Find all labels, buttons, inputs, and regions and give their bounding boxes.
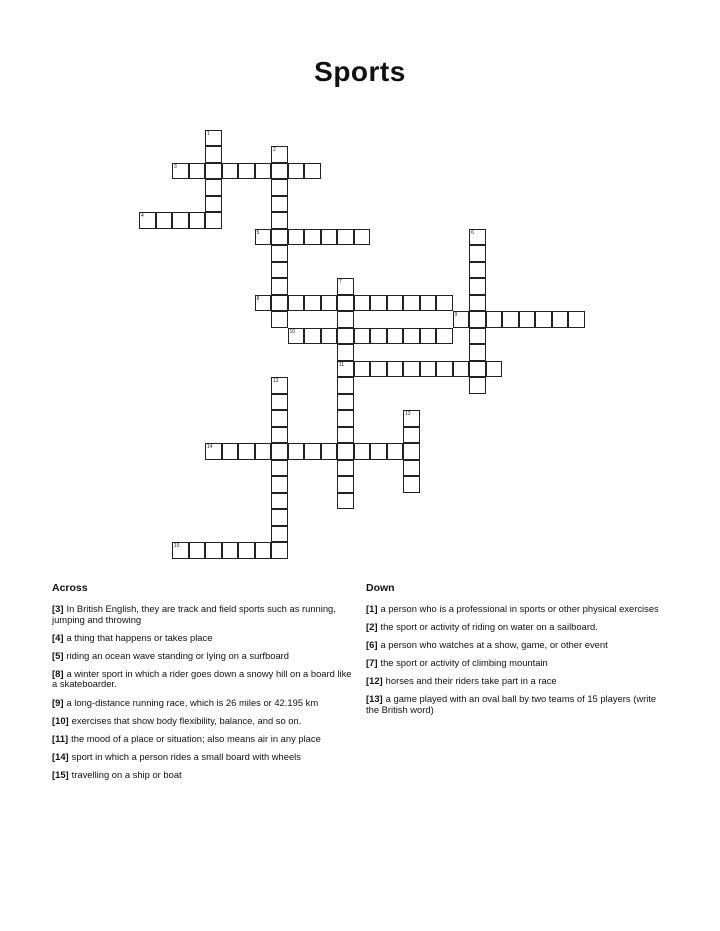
grid-cell[interactable] [469, 262, 486, 279]
puzzle-title: Sports [314, 56, 406, 87]
grid-cell[interactable] [255, 295, 272, 312]
across-clue [52, 651, 362, 662]
grid-cell[interactable] [354, 295, 371, 312]
grid-cell[interactable] [288, 163, 305, 180]
grid-cell[interactable] [420, 328, 437, 345]
grid-cell[interactable] [189, 542, 206, 559]
grid-cell[interactable] [436, 361, 453, 378]
grid-cell[interactable] [420, 361, 437, 378]
clue-text: exercises that show body flexibility, balance, and so on. [71, 714, 302, 726]
cell-number: 9 [454, 312, 458, 318]
across-clues [52, 582, 362, 788]
grid-cell[interactable] [403, 328, 420, 345]
grid-cell[interactable] [271, 311, 288, 328]
grid-cell[interactable] [387, 328, 404, 345]
grid-cell[interactable] [337, 377, 354, 394]
grid-cell[interactable] [271, 460, 288, 477]
grid-cell[interactable] [271, 229, 288, 246]
grid-cell[interactable] [271, 179, 288, 196]
grid-cell[interactable] [271, 476, 288, 493]
grid-cell[interactable] [222, 443, 239, 460]
grid-cell[interactable] [271, 278, 288, 295]
grid-cell[interactable] [238, 443, 255, 460]
grid-cell[interactable] [271, 526, 288, 543]
across-clue [52, 716, 362, 727]
grid-cell[interactable] [205, 179, 222, 196]
across-clue [52, 770, 362, 781]
grid-cell[interactable] [271, 212, 288, 229]
grid-cell[interactable] [172, 212, 189, 229]
grid-cell[interactable] [271, 542, 288, 559]
grid-cell[interactable] [271, 163, 288, 180]
cell-number: 8 [256, 295, 260, 302]
down-clue [366, 694, 676, 715]
grid-cell[interactable] [222, 542, 239, 559]
grid-cell[interactable] [486, 311, 503, 328]
grid-cell[interactable] [205, 542, 222, 559]
clue-number: [3] [52, 603, 64, 614]
clue-text: riding an ocean wave standing or lying on a surfboard [66, 649, 290, 661]
down-clue [366, 604, 676, 615]
across-clue-list [52, 604, 362, 781]
grid-cell[interactable] [370, 443, 387, 460]
down-clue [366, 658, 676, 669]
grid-cell[interactable] [304, 229, 321, 246]
grid-cell[interactable] [337, 427, 354, 444]
across-clue [52, 752, 362, 763]
down-heading: Down [366, 582, 395, 594]
grid-cell[interactable] [288, 229, 305, 246]
cell-number: 1 [207, 130, 210, 137]
grid-cell[interactable] [469, 377, 486, 394]
across-heading: Across [52, 582, 88, 594]
grid-cell[interactable] [304, 443, 321, 460]
grid-cell[interactable] [255, 229, 272, 246]
grid-cell[interactable] [255, 163, 272, 180]
clue-text: a person who watches at a show, game, or other event [380, 639, 608, 651]
across-clue [52, 604, 362, 625]
grid-cell[interactable] [337, 493, 354, 510]
grid-cell[interactable] [337, 361, 354, 378]
grid-cell[interactable] [255, 443, 272, 460]
grid-cell[interactable] [370, 328, 387, 345]
grid-cell[interactable] [337, 476, 354, 493]
clue-text: a winter sport in which a rider goes down a snowy hill on a board like a skateboarder. [52, 667, 352, 690]
grid-cell[interactable] [370, 295, 387, 312]
clue-text: sport in which a person rides a small board with wheels [71, 750, 301, 762]
clue-text: a game played with an oval ball by two teams of 15 players (write the British word) [366, 693, 657, 716]
cell-number: 10 [289, 328, 296, 335]
grid-cell[interactable] [469, 245, 486, 262]
grid-cell[interactable] [552, 311, 569, 328]
across-clue [52, 669, 362, 690]
grid-cell[interactable] [403, 361, 420, 378]
grid-cell[interactable] [288, 295, 305, 312]
clue-number: [2] [366, 621, 378, 633]
grid-cell[interactable] [304, 295, 321, 312]
cell-number: 12 [273, 378, 279, 384]
cell-number: 4 [141, 213, 144, 219]
across-clue [52, 633, 362, 644]
grid-cell[interactable] [453, 361, 470, 378]
grid-cell[interactable] [403, 443, 420, 460]
clue-number: [7] [366, 657, 378, 669]
grid-cell[interactable] [337, 278, 354, 295]
grid-cell[interactable] [156, 212, 173, 229]
grid-cell[interactable] [337, 295, 354, 312]
grid-cell[interactable] [189, 163, 206, 180]
cell-number: 5 [256, 229, 260, 236]
grid-cell[interactable] [469, 278, 486, 295]
grid-cell[interactable] [403, 427, 420, 444]
clue-number: [8] [52, 667, 64, 679]
grid-cell[interactable] [403, 410, 420, 427]
grid-cell[interactable] [354, 443, 371, 460]
cell-number: 7 [339, 279, 342, 285]
clue-number: [1] [366, 603, 378, 614]
down-clue [366, 640, 676, 651]
clue-number: [13] [366, 693, 383, 705]
across-clue [52, 698, 362, 709]
clue-text: a long-distance running race, which is 26 miles or 42.195 km [66, 696, 319, 708]
grid-cell[interactable] [436, 295, 453, 312]
grid-cell[interactable] [255, 542, 272, 559]
down-clue [366, 676, 676, 687]
grid-cell[interactable] [238, 163, 255, 180]
cell-number: 14 [207, 444, 213, 450]
grid-cell[interactable] [172, 542, 189, 559]
grid-cell[interactable] [337, 394, 354, 411]
grid-cell[interactable] [486, 361, 503, 378]
grid-cell[interactable] [304, 328, 321, 345]
clue-number: [15] [52, 768, 69, 780]
grid-cell[interactable] [189, 212, 206, 229]
grid-cell[interactable] [502, 311, 519, 328]
grid-cell[interactable] [387, 295, 404, 312]
grid-cell[interactable] [271, 146, 288, 163]
down-clues [366, 582, 676, 723]
clue-number: [6] [366, 639, 378, 651]
clue-number: [4] [52, 631, 64, 643]
clue-number: [10] [52, 714, 69, 726]
grid-cell[interactable] [535, 311, 552, 328]
grid-cell[interactable] [205, 130, 222, 147]
grid-cell[interactable] [271, 262, 288, 279]
grid-cell[interactable] [337, 229, 354, 246]
clue-number: [11] [52, 732, 69, 744]
grid-cell[interactable] [337, 344, 354, 361]
grid-cell[interactable] [271, 509, 288, 526]
grid-cell[interactable] [222, 163, 239, 180]
grid-cell[interactable] [271, 427, 288, 444]
grid-cell[interactable] [469, 295, 486, 312]
cell-number: 11 [339, 361, 345, 368]
clue-text: the sport or activity of climbing mountain [380, 657, 548, 669]
grid-cell[interactable] [403, 476, 420, 493]
grid-cell[interactable] [453, 311, 470, 328]
clue-text: travelling on a ship or boat [71, 768, 182, 780]
grid-cell[interactable] [337, 410, 354, 427]
grid-cell[interactable] [271, 196, 288, 213]
grid-cell[interactable] [321, 443, 338, 460]
grid-cell[interactable] [205, 443, 222, 460]
grid-cell[interactable] [271, 443, 288, 460]
grid-cell[interactable] [271, 245, 288, 262]
grid-cell[interactable] [238, 542, 255, 559]
down-clue [366, 622, 676, 633]
cell-number: 13 [405, 411, 411, 417]
grid-cell[interactable] [271, 394, 288, 411]
grid-cell[interactable] [205, 163, 222, 180]
grid-cell[interactable] [420, 295, 437, 312]
grid-cell[interactable] [288, 328, 305, 345]
grid-cell[interactable] [271, 410, 288, 427]
grid-cell[interactable] [469, 229, 486, 246]
grid-cell[interactable] [321, 328, 338, 345]
grid-cell[interactable] [172, 163, 189, 180]
grid-cell[interactable] [403, 460, 420, 477]
grid-cell[interactable] [469, 328, 486, 345]
clue-number: [9] [52, 696, 64, 708]
grid-cell[interactable] [271, 493, 288, 510]
grid-cell[interactable] [205, 146, 222, 163]
grid-cell[interactable] [139, 212, 156, 229]
cell-number: 3 [174, 163, 177, 170]
grid-cell[interactable] [354, 328, 371, 345]
clue-text: a thing that happens or takes place [66, 631, 213, 643]
grid-cell[interactable] [337, 311, 354, 328]
grid-cell[interactable] [205, 196, 222, 213]
clue-number: [14] [52, 750, 69, 762]
grid-cell[interactable] [321, 229, 338, 246]
down-clue-list [366, 604, 676, 716]
grid-cell[interactable] [568, 311, 585, 328]
grid-cell[interactable] [469, 344, 486, 361]
clue-text: the sport or activity of riding on water on a sailboard. [380, 621, 598, 633]
grid-cell[interactable] [205, 212, 222, 229]
grid-cell[interactable] [469, 361, 486, 378]
cell-number: 15 [174, 543, 180, 549]
grid-cell[interactable] [354, 361, 371, 378]
grid-cell[interactable] [354, 229, 371, 246]
clue-number: [12] [366, 675, 383, 687]
clue-number: [5] [52, 649, 64, 661]
across-clue [52, 734, 362, 745]
grid-cell[interactable] [337, 328, 354, 345]
grid-cell[interactable] [387, 361, 404, 378]
cell-number: 6 [471, 229, 474, 236]
grid-cell[interactable] [271, 295, 288, 312]
grid-cell[interactable] [370, 361, 387, 378]
grid-cell[interactable] [271, 377, 288, 394]
grid-cell[interactable] [337, 443, 354, 460]
clue-text: In British English, they are track and field sports such as running, jumping and throwing [52, 603, 336, 625]
grid-cell[interactable] [304, 163, 321, 180]
grid-cell[interactable] [288, 443, 305, 460]
grid-cell[interactable] [403, 295, 420, 312]
grid-cell[interactable] [321, 295, 338, 312]
grid-cell[interactable] [436, 328, 453, 345]
grid-cell[interactable] [519, 311, 536, 328]
grid-cell[interactable] [387, 443, 404, 460]
clue-text: horses and their riders take part in a race [385, 675, 557, 687]
grid-cell[interactable] [337, 460, 354, 477]
grid-cell[interactable] [469, 311, 486, 328]
clue-text: the mood of a place or situation; also means air in any place [71, 732, 321, 744]
clue-text: a person who is a professional in sports or other physical exercises [380, 603, 659, 614]
cell-number: 2 [273, 147, 276, 153]
